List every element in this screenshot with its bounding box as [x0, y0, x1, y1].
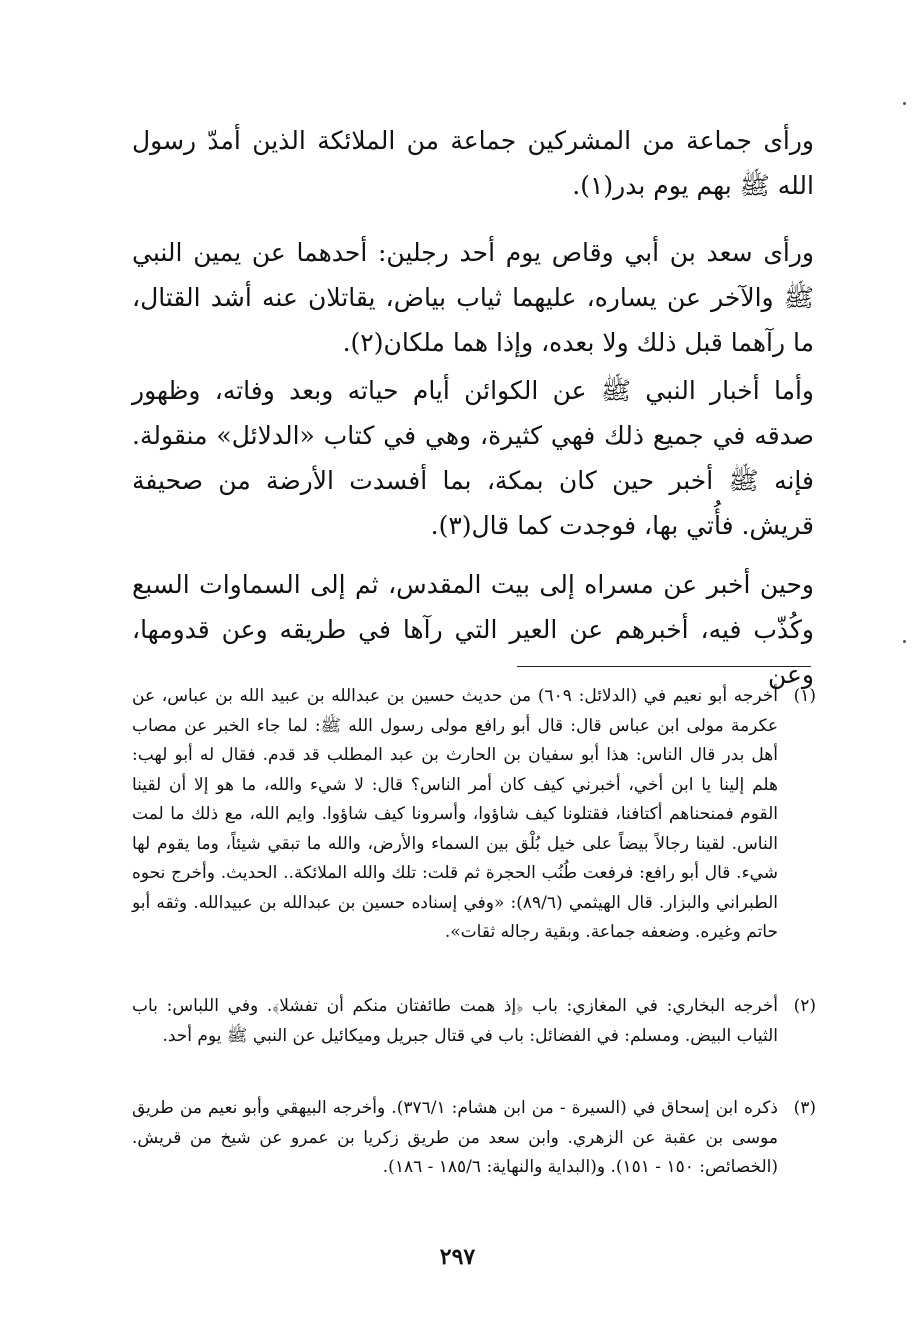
footnote-number: (٢) [793, 996, 816, 1016]
footnote-text: أخرجه أبو نعيم في (الدلائل: ٦٠٩) من حديث حسين بن عبدالله بن عبيد الله بن عباس، عن عكرمة مولى ابن عباس قال: قال أبو رافع مولى رسول الله ﷺ: لما جاء الخبر عن مصاب أهل بدر قال الناس: هذا أبو سفيان بن الحارث بن عبد المطلب قد قدم. فقال له أبو لهب: هلم إلينا يا ابن أخي، أخبرني كيف كان أمر الناس؟ قال: لا شيء والله، ما هو إلا أن لقينا القوم فمنحناهم أكتافنا، فقتلونا كيف شاؤوا، وأسرونا كيف شاؤوا. وايم الله، مع ذلك ما لمت الناس. لقينا رجالاً بيضاً على خيل بُلْق بين السماء والأرض، والله ما تبقي شيئاً، وما يقوم لها شيء. قال أبو رافع: فرفعت طُنُب الحجرة ثم قلت: تلك والله الملائكة.. الحديث. وأخرج نحوه الطبراني والبزار. قال الهيثمي (٨٩/٦): «وفي إسناده حسين بن عبدالله بن عبيدالله. وثقه أبو حاتم وغيره. وضعفه جماعة. وبقية رجاله ثقات». [132, 686, 779, 942]
scan-speck [903, 102, 906, 105]
footnote-text: ذكره ابن إسحاق في (السيرة - من ابن هشام: ٣٧٦/١). وأخرجه البيهقي وأبو نعيم من طريق موسى بن عقبة عن الزهري. وابن سعد من طريق زكريا بن عمرو عن شيخ من قريش. (الخصائص: ١٥٠ - ١٥١). و(البداية والنهاية: ١٨٥/٦ - ١٨٦). [132, 1098, 778, 1177]
page-number: ٢٩٧ [439, 1244, 476, 1270]
footnote-3 [132, 1094, 816, 1183]
scan-speck [903, 640, 906, 643]
footnote-2 [132, 992, 816, 1051]
paragraph-1: ورأى جماعة من المشركين جماعة من الملائكة الذين أمدّ رسول الله ﷺ بهم يوم بدر(١). [132, 126, 814, 200]
paragraph-4: وحين أخبر عن مسراه إلى بيت المقدس، ثم إلى السماوات السبع وكُذّب فيه، أخبرهم عن العير التي رآها في طريقه وعن قدومها، وعن [132, 570, 814, 689]
footnote-divider [517, 666, 811, 667]
paragraph-3: وأما أخبار النبي ﷺ عن الكوائن أيام حياته وبعد وفاته، وظهور صدقه في جميع ذلك فهي كثيرة، وهي في كتاب «الدلائل» منقولة. فإنه ﷺ أخبر حين كان بمكة، بما أفسدت الأرضة من صحيفة قريش. فأُتي بها، فوجدت كما قال(٣). [132, 376, 814, 540]
footnote-text: أخرجه البخاري: في المغازي: باب ﴿إذ همت طائفتان منكم أن تفشلا﴾. وفي اللباس: باب الثياب البيض. ومسلم: في الفضائل: باب في قتال جبريل وميكائيل عن النبي ﷺ يوم أحد. [132, 996, 778, 1046]
paragraph-2: ورأى سعد بن أبي وقاص يوم أحد رجلين: أحدهما عن يمين النبي ﷺ والآخر عن يساره، عليهما ثياب بياض، يقاتلان عنه أشد القتال، ما رآهما قبل ذلك ولا بعده، وإذا هما ملكان(٢). [132, 238, 814, 357]
footnote-1 [132, 682, 816, 948]
footnote-number: (١) [793, 686, 816, 706]
footnote-number: (٣) [793, 1098, 816, 1118]
